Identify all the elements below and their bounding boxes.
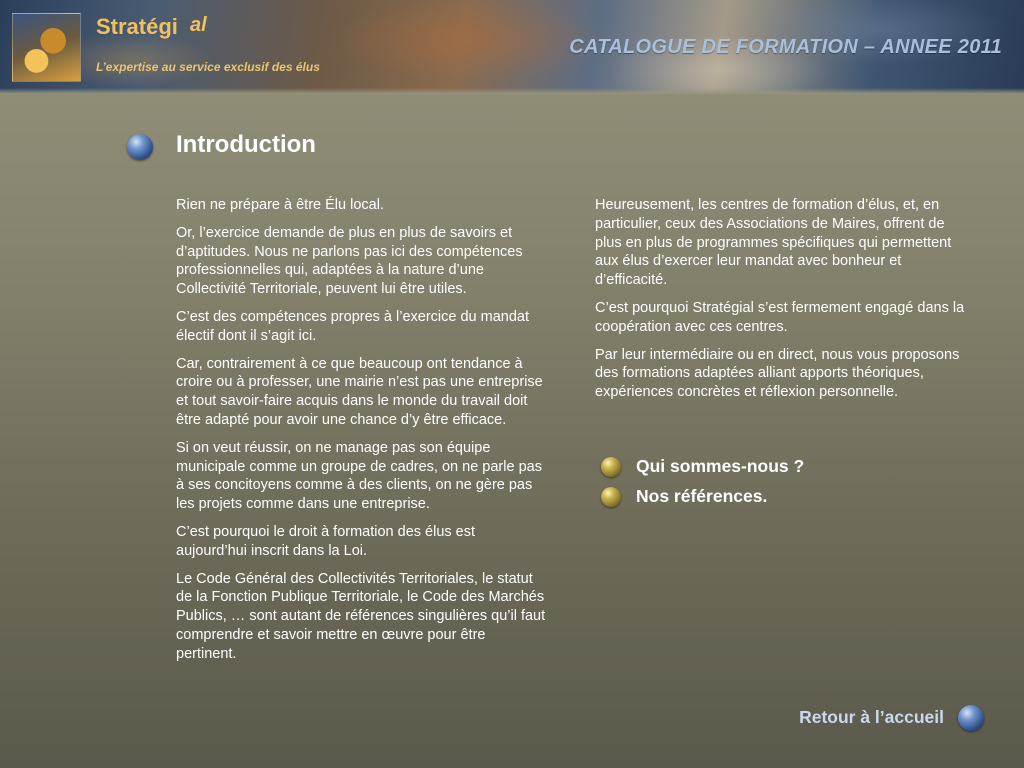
- brand-tagline: L’expertise au service exclusif des élus: [96, 60, 320, 74]
- paragraph: Rien ne prépare à être Élu local.: [176, 197, 384, 213]
- back-home-link[interactable]: Retour à l’accueil: [799, 707, 944, 727]
- paragraph: Heureusement, les centres de formation d’élus, et, en particulier, ceux des Associations de Maires, offrent de plus en plus de programmes spécifiques qui permettent aux élus d’exercer leur mandat avec bonheur et d’efficacité.: [595, 197, 952, 289]
- blue-orb-icon: [127, 134, 153, 160]
- left-text-column: [176, 196, 548, 673]
- paragraph: C’est pourquoi le droit à formation des élus est aujourd’hui inscrit dans la Loi.: [176, 523, 476, 559]
- home-button-icon[interactable]: [958, 705, 984, 731]
- olive-orb-icon[interactable]: [601, 487, 621, 507]
- olive-orb-icon[interactable]: [601, 457, 621, 477]
- paragraph: Si on veut réussir, on ne manage pas son équipe municipale comme un groupe de cadres, on ne parle pas à ses concitoyens comme à des clients, on ne gère pas les projets comme dans une entreprise.: [176, 439, 542, 513]
- paragraph: Car, contrairement à ce que beaucoup ont tendance à croire ou à professer, une mairie n’est pas une entreprise et tout savoir-faire acquis dans le monde du travail doit être adapté pour avoir une chance d’y être efficace.: [176, 355, 543, 428]
- page-title: Introduction: [176, 131, 316, 158]
- paragraph: Par leur intermédiaire ou en direct, nous vous proposons des formations adaptées alliant apports théoriques, expériences concrètes et réflexion personnelle.: [595, 346, 960, 401]
- brand-name: Stratégi: [96, 14, 178, 39]
- references-link[interactable]: Nos références.: [636, 486, 768, 506]
- paragraph: C’est des compétences propres à l’exercice du mandat électif dont il s’agit ici.: [176, 308, 530, 344]
- paragraph: Or, l’exercice demande de plus en plus de savoirs et d’aptitudes. Nous ne parlons pas ici des compétences professionnelles qui, adaptées à la nature d’une Collectivité Territoriale, peuvent lui être utiles.: [176, 224, 523, 298]
- brand-name-suffix: al: [190, 14, 207, 36]
- paragraph: Le Code Général des Collectivités Territoriales, le statut de la Fonction Publique Territoriale, le Code des Marchés Publics, … sont autant de références singulières qu’il faut comprendre et savoir mettre en œuvre pour être pertinent.: [176, 570, 546, 662]
- paragraph: C’est pourquoi Stratégial s’est fermement engagé dans la coopération avec ces centres.: [595, 299, 965, 335]
- catalogue-title: CATALOGUE DE FORMATION – ANNEE 2011: [569, 36, 1002, 58]
- who-are-we-link[interactable]: Qui sommes-nous ?: [636, 456, 805, 476]
- logo-image: [12, 13, 81, 82]
- right-text-column: [595, 196, 965, 411]
- header-banner: [0, 0, 1024, 94]
